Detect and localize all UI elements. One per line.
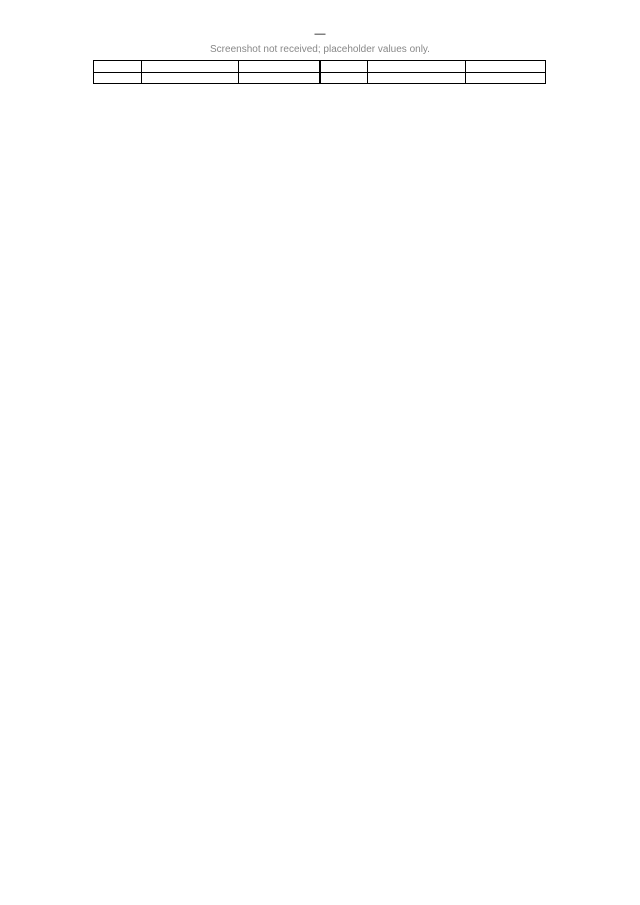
row-value <box>239 61 319 73</box>
tables-container <box>93 60 546 84</box>
row-id <box>320 72 368 84</box>
row-id <box>94 72 142 84</box>
right-table <box>320 60 547 84</box>
row-code <box>141 72 238 84</box>
row-code <box>368 72 465 84</box>
table-row <box>320 72 546 84</box>
table-row <box>320 61 546 73</box>
placeholder-note: Screenshot not received; placeholder values only. <box>210 44 430 55</box>
row-value <box>465 72 545 84</box>
row-value <box>239 72 319 84</box>
page-number: — <box>314 28 326 40</box>
table-row <box>94 72 320 84</box>
row-code <box>368 61 465 73</box>
row-code <box>141 61 238 73</box>
row-id <box>320 61 368 73</box>
table-row <box>94 61 320 73</box>
left-table <box>93 60 320 84</box>
row-value <box>465 61 545 73</box>
row-id <box>94 61 142 73</box>
